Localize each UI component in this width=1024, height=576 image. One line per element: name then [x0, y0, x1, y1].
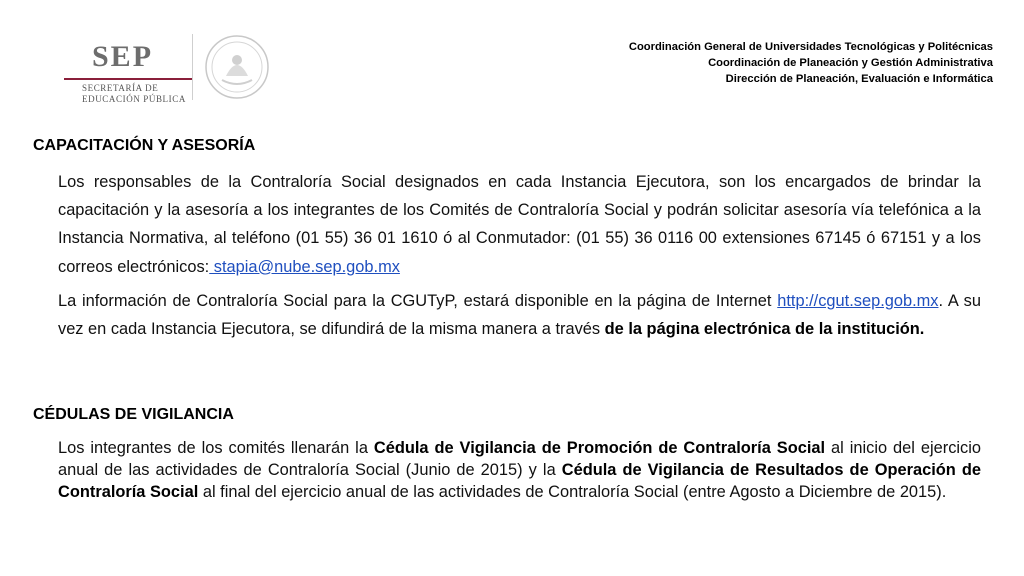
section-heading-cedulas: CÉDULAS DE VIGILANCIA [33, 406, 234, 423]
paragraph-capacitacion [58, 168, 981, 281]
paragraph-cedulas [58, 437, 981, 503]
header-line-3: Dirección de Planeación, Evaluación e Informática [725, 73, 993, 85]
sep-subtitle-line1: SECRETARÍA DE [82, 83, 159, 93]
paragraph-bold: Cédula de Vigilancia de Resultados de Operación de Contraloría Social [58, 461, 981, 501]
logo-rule [64, 78, 192, 80]
paragraph-text: al inicio del ejercicio anual de las actividades de Contraloría Social (Junio de 2015) y la [58, 439, 981, 479]
paragraph-text: La información de Contraloría Social para la CGUTyP, estará disponible en la página de Internet [58, 292, 772, 310]
paragraph-text: . A su vez en cada Instancia Ejecutora, se difundirá de la misma manera a través [58, 292, 981, 339]
header-institution [629, 39, 993, 87]
sep-wordmark: SEP [92, 40, 154, 73]
header-line-2: Coordinación de Planeación y Gestión Administrativa [708, 57, 993, 69]
paragraph-bold: de la página electrónica de la institución. [604, 320, 925, 339]
paragraph-text: Los responsables de la Contraloría Social designados en cada Instancia Ejecutora, son los encargados de brindar la capacitación y la asesoría a los integrantes de los Comités de Contraloría Social y podrán solicitar asesoría vía telefónica a la Instancia Normativa, al teléfono (01 55) 36 01 1610 ó al Conmutador: (01 55) 36 0116 00 extensiones 67145 ó 67151 y a los correos electrónicos: [58, 173, 981, 276]
email-link[interactable]: stapia@nube.sep.gob.mx [209, 257, 400, 276]
paragraph-text: Los integrantes de los comités llenarán la [58, 439, 368, 457]
sep-subtitle [82, 83, 186, 105]
sep-logo [64, 34, 274, 106]
section-heading-capacitacion: CAPACITACIÓN Y ASESORÍA [33, 137, 256, 154]
sep-subtitle-line2: EDUCACIÓN PÚBLICA [82, 94, 186, 104]
paragraph-informacion [58, 287, 981, 343]
paragraph-bold: Cédula de Vigilancia de Promoción de Contraloría Social [373, 439, 826, 457]
national-seal-icon [204, 34, 270, 100]
website-link[interactable]: http://cgut.sep.gob.mx [777, 292, 939, 310]
logo-divider [192, 34, 193, 100]
paragraph-text: al final del ejercicio anual de las actividades de Contraloría Social (entre Agosto a Diciembre de 2015). [202, 483, 947, 501]
header-line-1: Coordinación General de Universidades Tecnológicas y Politécnicas [628, 41, 993, 53]
